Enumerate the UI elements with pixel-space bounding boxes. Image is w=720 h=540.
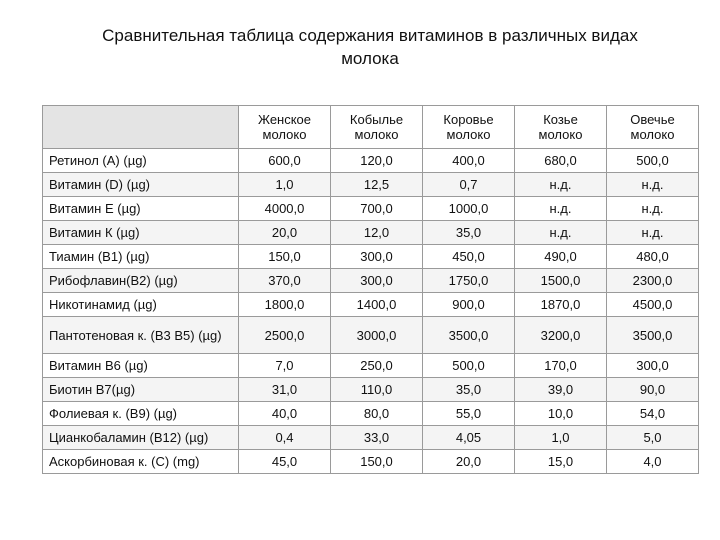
value-cell: 4000,0 (239, 197, 331, 221)
table-row (43, 269, 699, 293)
column-header-line-1: Овечье (630, 112, 675, 127)
value-cell: 54,0 (607, 402, 699, 426)
column-header (607, 106, 699, 149)
title-line-1: Сравнительная таблица содержания витаминов в различных видах (102, 26, 638, 45)
value-cell: 90,0 (607, 378, 699, 402)
column-header-line-2: молоко (446, 127, 491, 142)
value-cell: 150,0 (239, 245, 331, 269)
value-cell: 4500,0 (607, 293, 699, 317)
table-row (43, 354, 699, 378)
value-cell: 35,0 (423, 378, 515, 402)
value-cell: 10,0 (515, 402, 607, 426)
value-cell: 680,0 (515, 149, 607, 173)
column-header-line-1: Женское (257, 112, 312, 127)
value-cell: 3000,0 (331, 317, 423, 354)
value-cell: 600,0 (239, 149, 331, 173)
value-cell: 300,0 (331, 269, 423, 293)
column-header-line-1: Кобылье (349, 112, 404, 127)
value-cell: 45,0 (239, 450, 331, 474)
vitamin-comparison-table (42, 105, 699, 474)
row-label-cell: Тиамин (В1) (µg) (43, 245, 239, 269)
table-row (43, 402, 699, 426)
value-cell: 500,0 (423, 354, 515, 378)
value-cell: 4,05 (423, 426, 515, 450)
column-header-line-1: Коровье (443, 112, 494, 127)
table-row (43, 173, 699, 197)
value-cell: 5,0 (607, 426, 699, 450)
header-row (43, 106, 699, 149)
value-cell: 400,0 (423, 149, 515, 173)
table-row (43, 197, 699, 221)
value-cell: 3200,0 (515, 317, 607, 354)
column-header-line-2: молоко (262, 127, 307, 142)
value-cell: 150,0 (331, 450, 423, 474)
row-label-cell: Ретинол (А) (µg) (43, 149, 239, 173)
value-cell: 900,0 (423, 293, 515, 317)
value-cell: 2500,0 (239, 317, 331, 354)
value-cell: 450,0 (423, 245, 515, 269)
value-cell: 7,0 (239, 354, 331, 378)
row-label-cell: Аскорбиновая к. (С) (mg) (43, 450, 239, 474)
value-cell: 120,0 (331, 149, 423, 173)
row-label-cell: Биотин В7(µg) (43, 378, 239, 402)
value-cell: 1750,0 (423, 269, 515, 293)
table-body (43, 149, 699, 474)
column-header (239, 106, 331, 149)
table-row (43, 221, 699, 245)
value-cell: 39,0 (515, 378, 607, 402)
value-cell: 0,4 (239, 426, 331, 450)
row-label-cell: Витамин Е (µg) (43, 197, 239, 221)
row-label-cell: Цианкобаламин (В12) (µg) (43, 426, 239, 450)
value-cell: 1400,0 (331, 293, 423, 317)
column-header-line-2: молоко (630, 127, 675, 142)
value-cell: 170,0 (515, 354, 607, 378)
title-line-2: молока (341, 49, 399, 68)
value-cell: н.д. (607, 197, 699, 221)
value-cell: 370,0 (239, 269, 331, 293)
value-cell: н.д. (515, 221, 607, 245)
row-label-cell: Витамин В6 (µg) (43, 354, 239, 378)
table-row (43, 378, 699, 402)
value-cell: 31,0 (239, 378, 331, 402)
value-cell: 35,0 (423, 221, 515, 245)
value-cell: 15,0 (515, 450, 607, 474)
value-cell: 4,0 (607, 450, 699, 474)
value-cell: 20,0 (423, 450, 515, 474)
row-label-cell: Рибофлавин(В2) (µg) (43, 269, 239, 293)
column-header-line-1: Козье (543, 112, 578, 127)
value-cell: 1500,0 (515, 269, 607, 293)
value-cell: 1870,0 (515, 293, 607, 317)
row-label-cell: Витамин К (µg) (43, 221, 239, 245)
value-cell: 1,0 (239, 173, 331, 197)
row-label-cell: Пантотеновая к. (В3 В5) (µg) (43, 317, 239, 354)
column-header-line-2: молоко (354, 127, 399, 142)
value-cell: 700,0 (331, 197, 423, 221)
value-cell: 1,0 (515, 426, 607, 450)
column-header (331, 106, 423, 149)
table-row (43, 245, 699, 269)
value-cell: 12,5 (331, 173, 423, 197)
value-cell: 3500,0 (607, 317, 699, 354)
value-cell: н.д. (515, 173, 607, 197)
value-cell: 1000,0 (423, 197, 515, 221)
value-cell: 40,0 (239, 402, 331, 426)
row-label-cell: Фолиевая к. (В9) (µg) (43, 402, 239, 426)
value-cell: 250,0 (331, 354, 423, 378)
value-cell: 12,0 (331, 221, 423, 245)
table-row (43, 317, 699, 354)
value-cell: 490,0 (515, 245, 607, 269)
column-header-line-2: молоко (538, 127, 583, 142)
value-cell: 2300,0 (607, 269, 699, 293)
table-row (43, 450, 699, 474)
table-row (43, 149, 699, 173)
column-header (423, 106, 515, 149)
value-cell: 480,0 (607, 245, 699, 269)
value-cell: 110,0 (331, 378, 423, 402)
row-label-cell: Никотинамид (µg) (43, 293, 239, 317)
value-cell: 300,0 (607, 354, 699, 378)
table-row (43, 426, 699, 450)
value-cell: н.д. (607, 221, 699, 245)
value-cell: 3500,0 (423, 317, 515, 354)
value-cell: 300,0 (331, 245, 423, 269)
value-cell: 20,0 (239, 221, 331, 245)
value-cell: 0,7 (423, 173, 515, 197)
row-label-cell: Витамин (D) (µg) (43, 173, 239, 197)
value-cell: н.д. (607, 173, 699, 197)
value-cell: 80,0 (331, 402, 423, 426)
value-cell: 1800,0 (239, 293, 331, 317)
column-header (515, 106, 607, 149)
value-cell: 500,0 (607, 149, 699, 173)
value-cell: н.д. (515, 197, 607, 221)
table-row (43, 293, 699, 317)
value-cell: 55,0 (423, 402, 515, 426)
page-title (40, 24, 700, 70)
value-cell: 33,0 (331, 426, 423, 450)
corner-cell (43, 106, 239, 149)
